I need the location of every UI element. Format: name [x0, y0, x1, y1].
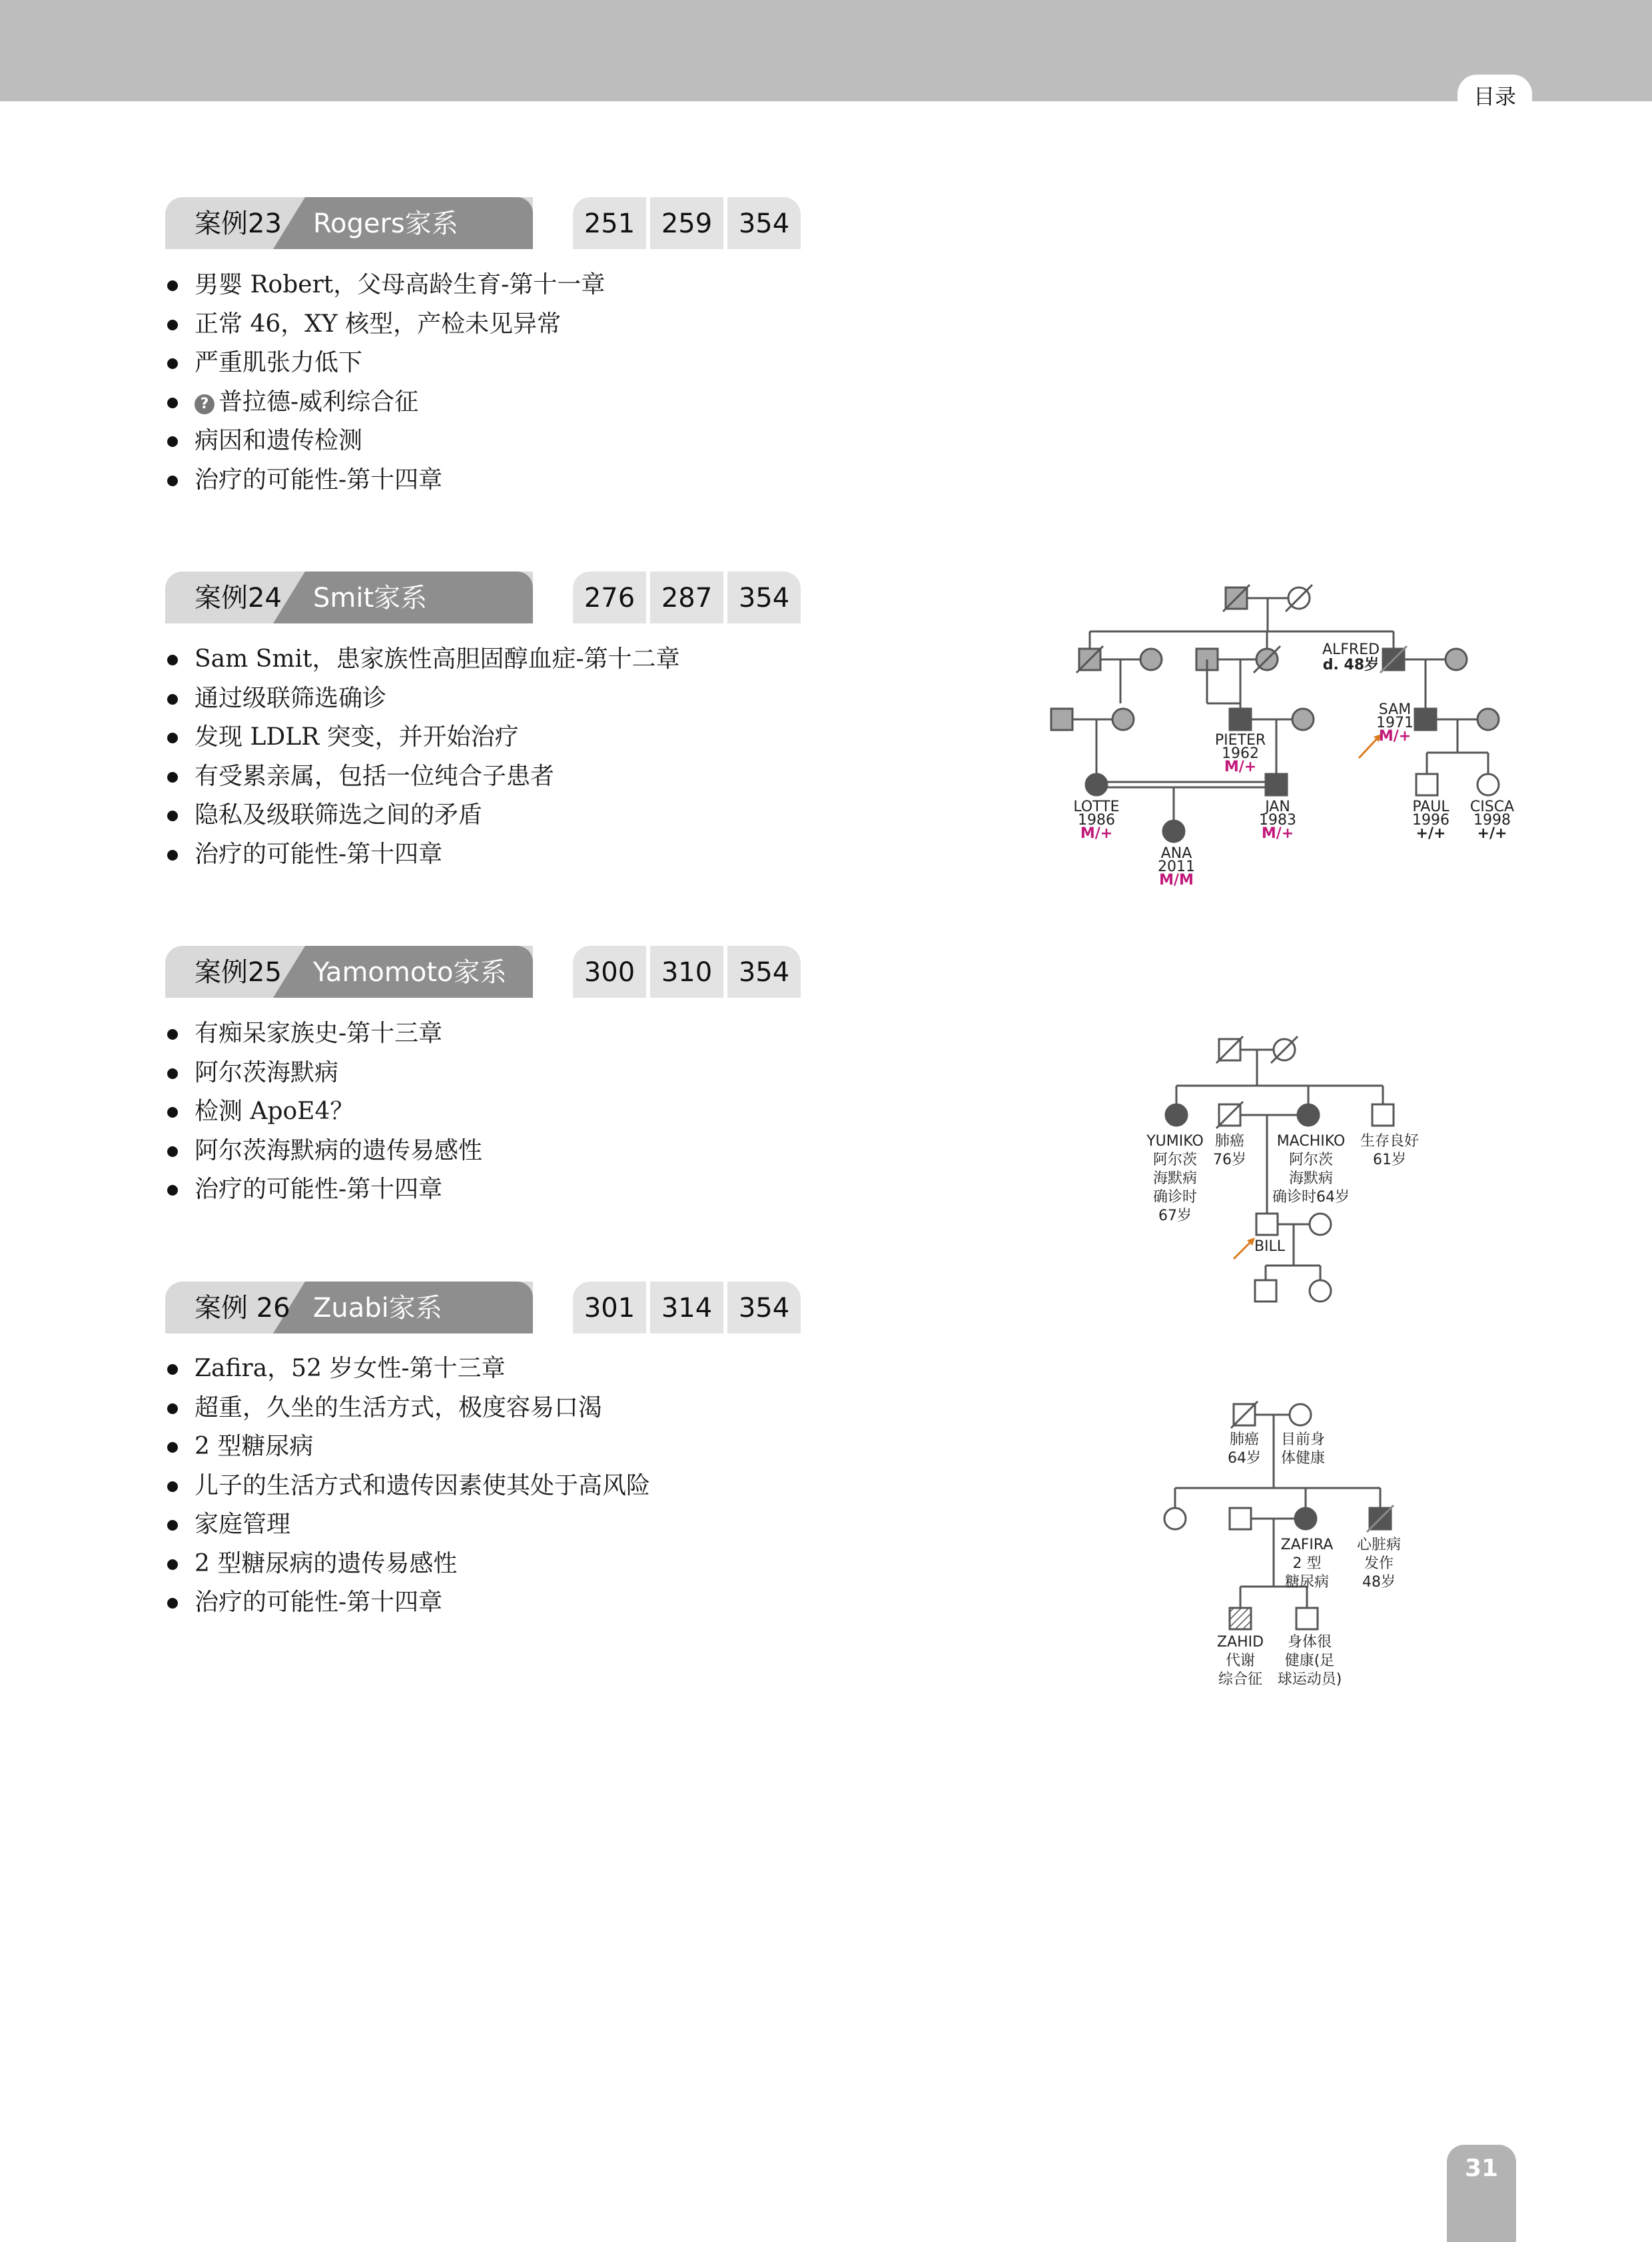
bullet-text: Sam Smit，患家族性高胆固醇血症-第十二章	[195, 645, 680, 673]
bullet-text: 隐私及级联筛选之间的矛盾	[195, 801, 483, 829]
bullet-text: 治疗的可能性-第十四章	[195, 1589, 443, 1616]
bullet-text: 2 型糖尿病	[195, 1433, 314, 1460]
pedigree-female-unaffected	[1477, 774, 1499, 795]
bullet-text: 治疗的可能性-第十四章	[195, 466, 443, 494]
ped-label: 阿尔茨	[1288, 1152, 1334, 1168]
ped-label: 确诊时64岁	[1272, 1189, 1350, 1206]
ped-label: 2 型	[1292, 1555, 1322, 1572]
page-ref[interactable]: 287	[650, 571, 723, 623]
bullet-text: 治疗的可能性-第十四章	[195, 840, 443, 868]
pedigree-male-unaffected	[1255, 1280, 1276, 1302]
ped-label: 1998	[1473, 812, 1511, 829]
ped-label: 1983	[1259, 812, 1296, 829]
ped-label: 61岁	[1373, 1152, 1406, 1168]
ped-label: 综合征	[1218, 1671, 1263, 1688]
proband-arrow-icon	[1359, 737, 1379, 758]
ped-label: ALFRED	[1322, 641, 1380, 658]
bullet-text: 儿子的生活方式和遗传因素使其处于高风险	[195, 1471, 651, 1499]
pedigree-female	[1477, 709, 1499, 730]
page-ref[interactable]: 354	[727, 946, 801, 998]
ped-label: ANA	[1160, 845, 1192, 862]
page-ref[interactable]: 251	[573, 197, 646, 249]
bullet-text: 正常 46，XY 核型，产检未见异常	[195, 310, 562, 338]
ped-label: 海默病	[1288, 1170, 1334, 1187]
pedigree-female-unaffected	[1164, 1508, 1186, 1529]
pedigree-male-proband	[1256, 1214, 1278, 1235]
case-name: Smit家系	[313, 583, 428, 613]
page-ref[interactable]: 354	[727, 197, 801, 249]
bullet-text: 2 型糖尿病的遗传易感性	[195, 1549, 458, 1577]
pedigree-female	[1292, 709, 1314, 730]
pedigree-female-affected	[1166, 1104, 1187, 1126]
pedigree-male-unaffected	[1372, 1104, 1394, 1126]
ped-label: ZAHID	[1216, 1634, 1264, 1651]
pedigree-male-unaffected	[1416, 774, 1438, 795]
case-name: Yamomoto家系	[313, 957, 507, 988]
bullet-text: 通过级联筛选确诊	[195, 684, 387, 712]
ped-label: 64岁	[1228, 1450, 1261, 1467]
case-id: 案例24	[195, 583, 282, 613]
ped-genotype: M/M	[1159, 872, 1194, 889]
bullet-text: 病因和遗传检测	[195, 427, 363, 454]
question-icon: ?	[195, 394, 214, 414]
case-name: Zuabi家系	[313, 1293, 442, 1323]
ped-label: 阿尔茨	[1152, 1152, 1198, 1168]
ped-label: 76岁	[1213, 1152, 1246, 1168]
pedigree-male	[1051, 709, 1072, 730]
ped-label: 2011	[1158, 859, 1195, 875]
ped-label: 1986	[1078, 812, 1115, 829]
ped-label: 身体很	[1287, 1634, 1332, 1651]
bullet-text: 严重肌张力低下	[195, 349, 363, 376]
ped-label: 确诊时	[1152, 1189, 1198, 1206]
ped-label: JAN	[1265, 799, 1290, 815]
pedigree-male-unaffected	[1296, 1608, 1318, 1629]
pedigree-male-unaffected	[1230, 1508, 1251, 1529]
ped-label: LOTTE	[1073, 799, 1120, 815]
pedigree-female	[1140, 649, 1162, 670]
ped-genotype: M/+	[1378, 728, 1412, 745]
bullet-text: 普拉德-威利综合征	[218, 388, 419, 416]
ped-label: 生存良好	[1360, 1133, 1420, 1150]
pedigree-female-affected	[1295, 1508, 1316, 1529]
ped-label: CISCA	[1469, 799, 1515, 815]
bullet-text: 阿尔茨海默病的遗传易感性	[195, 1136, 483, 1164]
case-id: 案例 26	[195, 1293, 290, 1323]
ped-label: 1962	[1222, 745, 1259, 762]
pedigree-zuabi	[1164, 1401, 1394, 1629]
pedigree-female	[1446, 649, 1467, 670]
bullet-text: 阿尔茨海默病	[195, 1058, 339, 1086]
ped-label: 67岁	[1158, 1208, 1192, 1224]
ped-label: MACHIKO	[1276, 1133, 1346, 1150]
proband-arrow-icon	[1234, 1240, 1252, 1259]
page-ref[interactable]: 314	[650, 1282, 723, 1333]
page-ref[interactable]: 354	[727, 571, 801, 623]
ped-genotype: +/+	[1416, 825, 1446, 842]
ped-label: PAUL	[1412, 799, 1449, 815]
page-ref[interactable]: 276	[573, 571, 646, 623]
pedigree-female	[1112, 709, 1134, 730]
page-ref[interactable]: 310	[650, 946, 723, 998]
case-id: 案例23	[195, 208, 282, 239]
ped-label: 代谢	[1225, 1653, 1256, 1669]
pedigree-zuabi-labels	[1217, 1431, 1401, 1688]
ped-genotype: M/+	[1224, 759, 1257, 775]
ped-genotype: +/+	[1477, 825, 1507, 842]
pedigree-male-affected-proband	[1415, 709, 1436, 730]
ped-label: d. 48岁	[1322, 657, 1380, 673]
pedigree-male-affected	[1266, 774, 1287, 795]
bullet-text: 治疗的可能性-第十四章	[195, 1176, 443, 1203]
pedigree-male-partially-affected	[1230, 1608, 1251, 1629]
bullet-text: 发现 LDLR 突变，并开始治疗	[195, 723, 519, 751]
page-ref[interactable]: 354	[727, 1282, 801, 1333]
ped-label: 球运动员)	[1277, 1671, 1342, 1688]
ped-label: ZAFIRA	[1280, 1537, 1334, 1553]
toc-tab[interactable]: 目录	[1457, 75, 1532, 113]
ped-label: 1971	[1376, 715, 1414, 731]
case-id: 案例25	[195, 957, 282, 988]
page-ref[interactable]: 259	[650, 197, 723, 249]
pedigree-female-affected	[1163, 821, 1184, 842]
ped-label: 心脏病	[1356, 1537, 1402, 1553]
bullet-text: 有痴呆家族史-第十三章	[195, 1020, 443, 1047]
ped-label: 肺癌	[1229, 1431, 1260, 1448]
ped-genotype: M/+	[1261, 825, 1294, 842]
ped-genotype: M/+	[1080, 825, 1113, 842]
ped-label: PIETER	[1214, 732, 1266, 749]
ped-label: 发作	[1364, 1555, 1394, 1572]
ped-label: 体健康	[1280, 1450, 1326, 1467]
pedigree-female-unaffected	[1310, 1214, 1331, 1235]
pedigree-female-affected	[1086, 774, 1107, 795]
pedigree-yamomoto	[1166, 1036, 1394, 1302]
bullet-text: 男婴 Robert，父母高龄生育-第十一章	[195, 271, 606, 298]
bullet-text: 家庭管理	[195, 1511, 291, 1538]
page-ref[interactable]: 300	[573, 946, 646, 998]
bullet-text: 检测 ApoE4？	[195, 1098, 354, 1125]
ped-label: SAM	[1378, 701, 1412, 718]
ped-label: 肺癌	[1214, 1133, 1245, 1150]
ped-label: 海默病	[1152, 1170, 1198, 1187]
ped-label: 1996	[1412, 812, 1449, 829]
page-number: 31	[1447, 2145, 1516, 2242]
ped-label: 目前身	[1280, 1431, 1326, 1448]
pedigree-female-unaffected	[1310, 1280, 1331, 1302]
ped-label: BILL	[1254, 1238, 1286, 1255]
ped-label: YUMIKO	[1146, 1133, 1204, 1150]
ped-label: 糖尿病	[1284, 1574, 1330, 1591]
pedigree-yamomoto-labels	[1146, 1133, 1419, 1255]
bullet-text: 有受累亲属，包括一位纯合子患者	[195, 762, 555, 790]
bullet-text: 超重，久坐的生活方式，极度容易口渴	[195, 1393, 603, 1421]
case-name: Rogers家系	[313, 208, 458, 239]
bullet-text: Zafira，52 岁女性-第十三章	[195, 1355, 506, 1382]
pedigree-female-unaffected	[1290, 1404, 1311, 1425]
ped-label: 健康(足	[1284, 1653, 1335, 1669]
pedigree-female-affected	[1298, 1104, 1319, 1126]
ped-label: 48岁	[1362, 1574, 1396, 1591]
pedigree-male-affected	[1230, 709, 1251, 730]
pedigree-smit-labels	[1073, 641, 1514, 889]
page-ref[interactable]: 301	[573, 1282, 646, 1333]
